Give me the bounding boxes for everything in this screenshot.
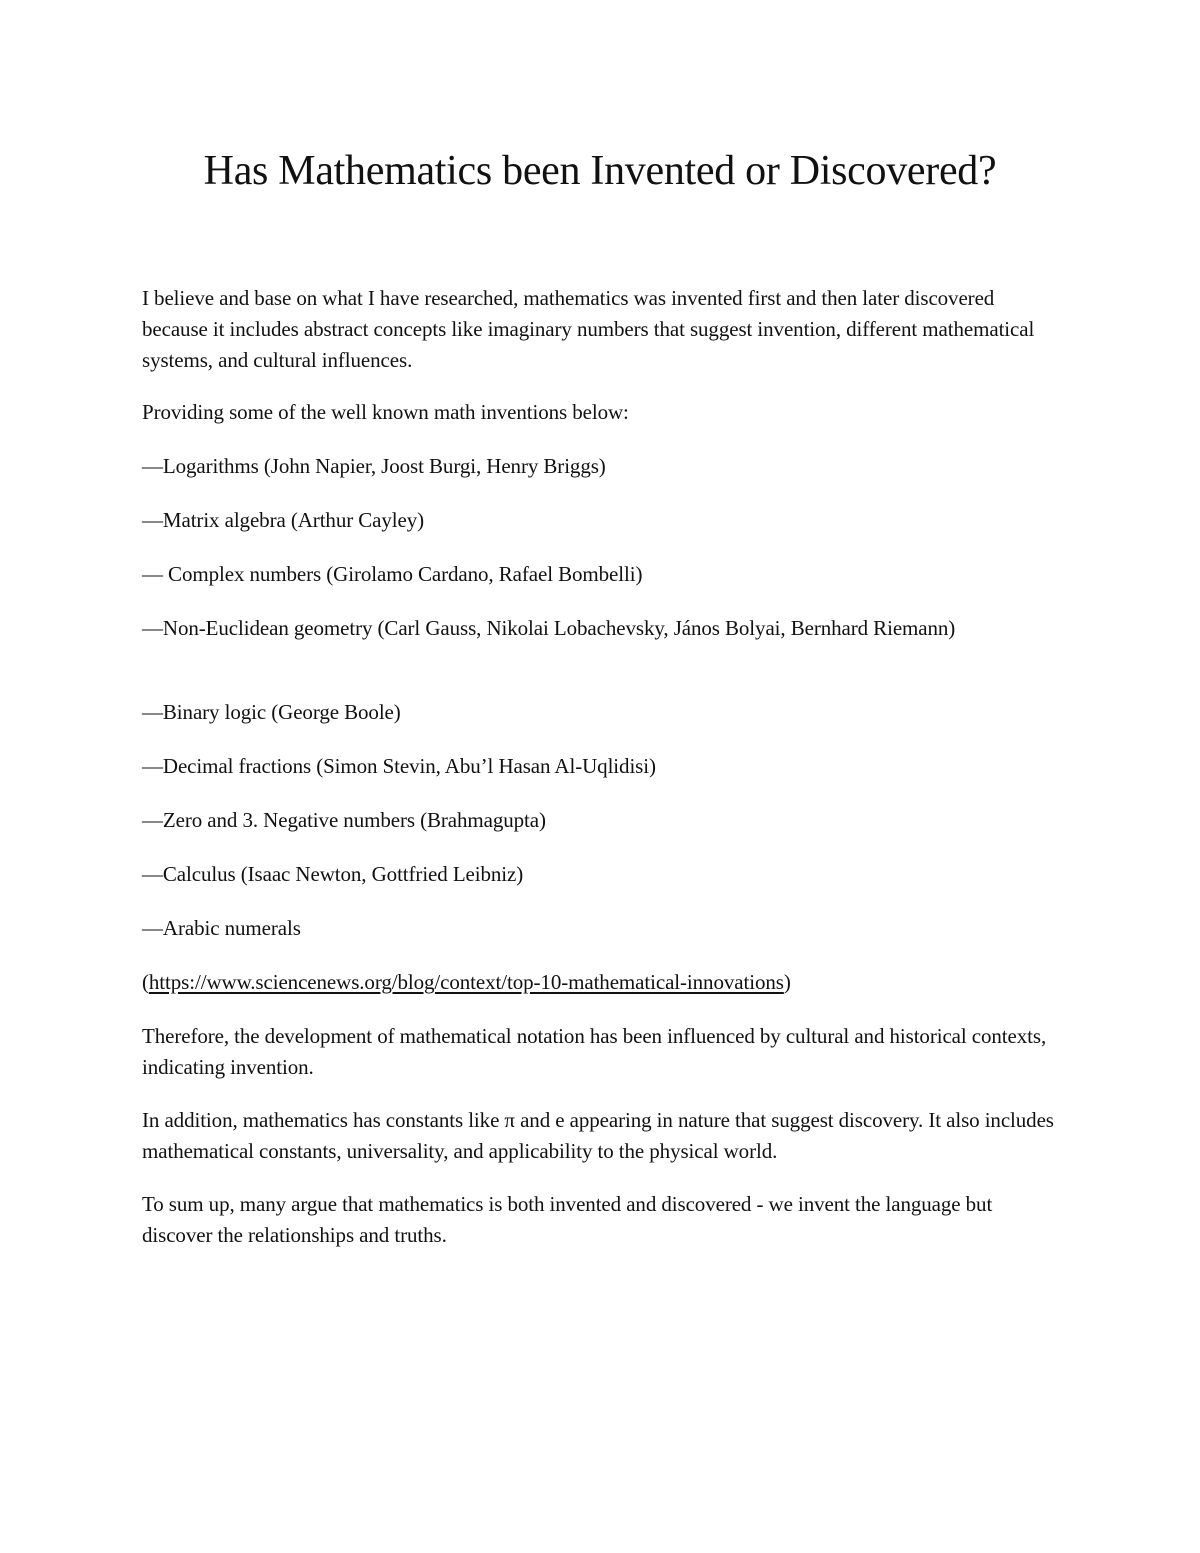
source-link[interactable]: https://www.sciencenews.org/blog/context/top-10-mathematical-innovations <box>148 970 784 994</box>
document-title: Has Mathematics been Invented or Discovered? <box>203 148 997 194</box>
invention-item-calculus: —Calculus (Isaac Newton, Gottfried Leibniz) <box>142 862 524 886</box>
invention-item-non-euclidean-geometry: —Non-Euclidean geometry (Carl Gauss, Nikolai Lobachevsky, János Bolyai, Bernhard Riemann) <box>142 616 956 640</box>
invention-item-zero-negative-numbers: —Zero and 3. Negative numbers (Brahmagupta) <box>142 808 546 832</box>
intro-paragraph: I believe and base on what I have researched, mathematics was invented first and then later discovered because it includes abstract concepts like imaginary numbers that suggest invention, different mathematical systems, and cultural influences. <box>142 286 1035 372</box>
invention-item-binary-logic: —Binary logic (George Boole) <box>142 700 401 724</box>
invention-item-complex-numbers: — Complex numbers (Girolamo Cardano, Rafael Bombelli) <box>142 562 643 586</box>
addition-paragraph: In addition, mathematics has constants like π and e appearing in nature that suggest discovery. It also includes mathematical constants, universality, and applicability to the physical world. <box>142 1108 1054 1163</box>
conclusion-paragraph: To sum up, many argue that mathematics is both invented and discovered - we invent the language but discover the relationships and truths. <box>142 1192 993 1247</box>
invention-item-logarithms: —Logarithms (John Napier, Joost Burgi, Henry Briggs) <box>142 454 606 478</box>
list-intro: Providing some of the well known math inventions below: <box>142 400 629 424</box>
invention-item-decimal-fractions: —Decimal fractions (Simon Stevin, Abu’l Hasan Al-Uqlidisi) <box>142 754 656 778</box>
therefore-paragraph: Therefore, the development of mathematical notation has been influenced by cultural and historical contexts, indicating invention. <box>142 1024 1047 1079</box>
source-citation <box>142 967 1062 998</box>
source-open-paren: ( <box>142 970 149 994</box>
invention-item-arabic-numerals: —Arabic numerals <box>142 916 301 940</box>
invention-item-matrix-algebra: —Matrix algebra (Arthur Cayley) <box>142 508 425 532</box>
source-close-paren: ) <box>783 970 791 994</box>
